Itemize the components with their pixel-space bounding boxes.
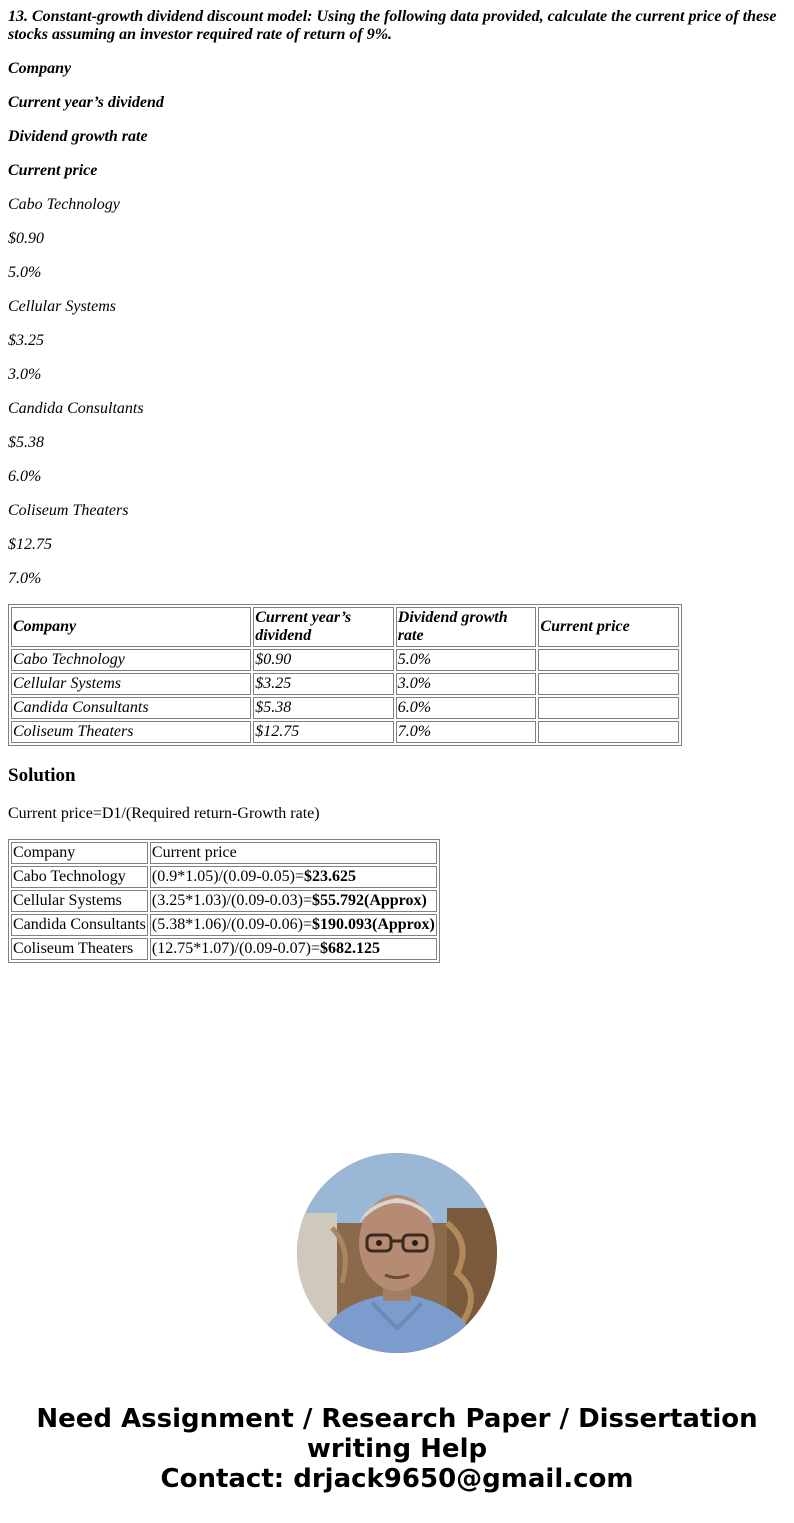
table-cell: $12.75 bbox=[253, 721, 394, 743]
table-row bbox=[11, 866, 437, 888]
table-header-row bbox=[11, 842, 437, 864]
result-value: $55.792(Approx) bbox=[312, 892, 427, 909]
formula-text: Current price=D1/(Required return-Growth rate) bbox=[8, 805, 320, 822]
list-item: $0.90 bbox=[8, 230, 44, 247]
table-cell: 6.0% bbox=[396, 697, 537, 719]
table-cell bbox=[538, 721, 679, 743]
list-item: Company bbox=[8, 60, 72, 77]
promo-line: Need Assignment / Research Paper / Dissertation bbox=[36, 1404, 758, 1434]
solution-table bbox=[8, 839, 440, 963]
contact-email: Contact: drjack9650@gmail.com bbox=[160, 1464, 634, 1494]
table-cell: Cellular Systems bbox=[11, 673, 251, 695]
table-row bbox=[11, 890, 437, 912]
table-cell: 3.0% bbox=[396, 673, 537, 695]
list-item: 7.0% bbox=[8, 570, 42, 587]
header-cell: Company bbox=[11, 607, 251, 647]
list-item: Candida Consultants bbox=[8, 400, 144, 417]
list-item: $3.25 bbox=[8, 332, 44, 349]
header-cell: Current year’s dividend bbox=[253, 607, 394, 647]
question-text: 13. Constant-growth dividend discount model: Using the following data provided, calculate the current price of these stocks assuming an investor required rate of return of 9%. bbox=[8, 8, 777, 43]
table-row bbox=[11, 721, 679, 743]
list-item: 5.0% bbox=[8, 264, 42, 281]
list-item: Coliseum Theaters bbox=[8, 502, 129, 519]
result-value: $23.625 bbox=[304, 868, 356, 885]
list-item: Current price bbox=[8, 162, 98, 179]
calc-text: (12.75*1.07)/(0.09-0.07)= bbox=[151, 940, 320, 957]
avatar bbox=[297, 1153, 497, 1353]
company-cell: Coliseum Theaters bbox=[11, 938, 148, 960]
table-cell: Coliseum Theaters bbox=[11, 721, 251, 743]
table-cell: $3.25 bbox=[253, 673, 394, 695]
calc-text: (0.9*1.05)/(0.09-0.05)= bbox=[151, 868, 304, 885]
result-value: $190.093(Approx) bbox=[312, 916, 435, 933]
table-cell: 5.0% bbox=[396, 649, 537, 671]
company-cell: Cellular Systems bbox=[11, 890, 148, 912]
plain-list bbox=[8, 60, 786, 588]
solution-heading: Solution bbox=[8, 765, 76, 786]
company-cell: Candida Consultants bbox=[11, 914, 148, 936]
calc-text: (3.25*1.03)/(0.09-0.03)= bbox=[151, 892, 312, 909]
table-cell bbox=[538, 673, 679, 695]
promo-line: writing Help bbox=[306, 1434, 488, 1464]
table-cell: Candida Consultants bbox=[11, 697, 251, 719]
table-header-row bbox=[11, 607, 679, 647]
table-row bbox=[11, 673, 679, 695]
header-cell: Current price bbox=[538, 607, 679, 647]
price-cell bbox=[150, 914, 437, 936]
price-cell bbox=[150, 866, 437, 888]
table-cell: 7.0% bbox=[396, 721, 537, 743]
result-value: $682.125 bbox=[320, 940, 380, 957]
list-item: Dividend growth rate bbox=[8, 128, 148, 145]
avatar-portrait-image bbox=[297, 1153, 497, 1353]
header-cell: Current price bbox=[150, 842, 437, 864]
table-row bbox=[11, 938, 437, 960]
header-cell: Company bbox=[11, 842, 148, 864]
promo-banner bbox=[0, 1404, 794, 1494]
list-item: $12.75 bbox=[8, 536, 52, 553]
table-row bbox=[11, 697, 679, 719]
table-cell bbox=[538, 697, 679, 719]
calc-text: (5.38*1.06)/(0.09-0.06)= bbox=[151, 916, 312, 933]
price-cell bbox=[150, 938, 437, 960]
company-cell: Cabo Technology bbox=[11, 866, 148, 888]
list-item: Current year’s dividend bbox=[8, 94, 164, 111]
table-cell: $0.90 bbox=[253, 649, 394, 671]
table-row bbox=[11, 649, 679, 671]
table-cell: Cabo Technology bbox=[11, 649, 251, 671]
list-item: $5.38 bbox=[8, 434, 44, 451]
list-item: Cabo Technology bbox=[8, 196, 120, 213]
question-table bbox=[8, 604, 682, 746]
table-row bbox=[11, 914, 437, 936]
table-cell bbox=[538, 649, 679, 671]
list-item: 3.0% bbox=[8, 366, 42, 383]
list-item: Cellular Systems bbox=[8, 298, 116, 315]
table-cell: $5.38 bbox=[253, 697, 394, 719]
list-item: 6.0% bbox=[8, 468, 42, 485]
header-cell: Dividend growth rate bbox=[396, 607, 537, 647]
price-cell bbox=[150, 890, 437, 912]
